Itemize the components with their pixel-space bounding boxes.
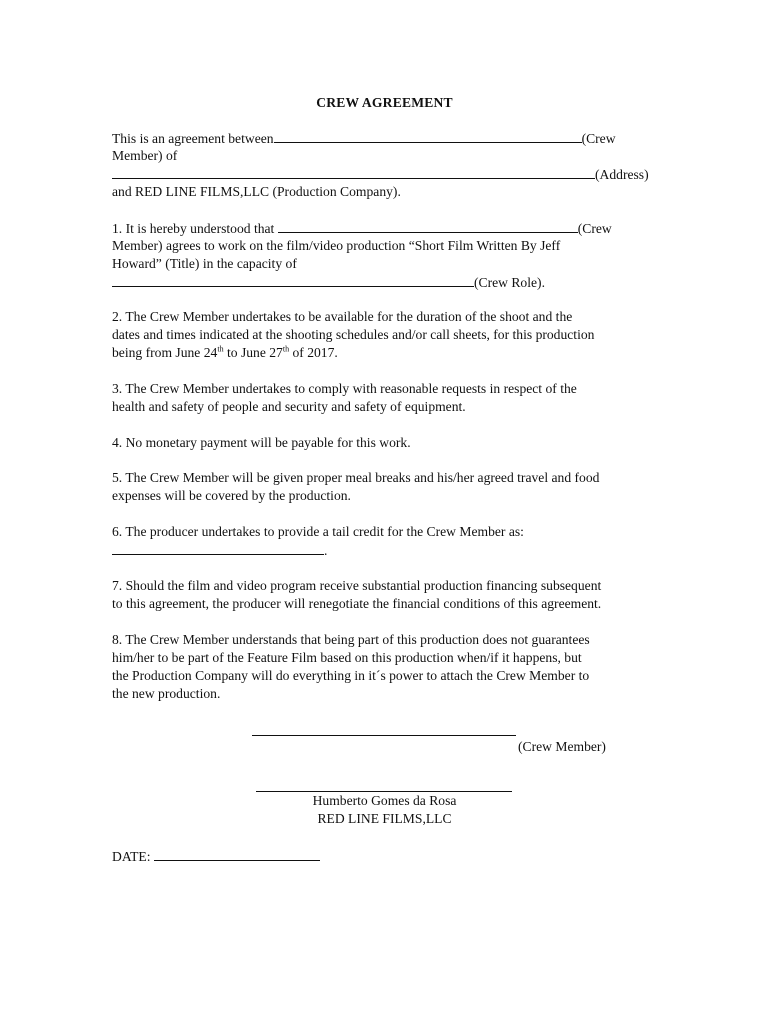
clause8-line4: the new production. — [112, 686, 221, 701]
intro-line1-suffix: (Crew — [581, 131, 616, 146]
clause-2 — [112, 308, 657, 362]
clause5-line1: 5. The Crew Member will be given proper meal breaks and his/her agreed travel and food — [112, 470, 600, 485]
producer-name: Humberto Gomes da Rosa — [312, 793, 457, 808]
intro-line4: and RED LINE FILMS,LLC (Production Company). — [112, 184, 401, 199]
tail-credit-blank[interactable] — [112, 541, 324, 555]
clause-7 — [112, 577, 657, 613]
clause5-line2: expenses will be covered by the production. — [112, 488, 351, 503]
document-title: CREW AGREEMENT — [316, 95, 453, 110]
intro-line2: Member) of — [112, 148, 178, 163]
intro-line3-suffix: (Address) — [595, 167, 649, 182]
clause-5 — [112, 469, 657, 505]
clause4-line1: 4. No monetary payment will be payable for this work. — [112, 435, 411, 450]
crew-role-blank[interactable] — [112, 273, 474, 287]
clause1-line3: Howard” (Title) in the capacity of — [112, 256, 297, 271]
date-row — [112, 847, 657, 865]
clause2-line1: 2. The Crew Member undertakes to be available for the duration of the shoot and the — [112, 309, 573, 324]
crew-member-label: (Crew Member) — [518, 739, 606, 754]
producer-company: RED LINE FILMS,LLC — [317, 811, 452, 826]
address-blank[interactable] — [112, 165, 595, 179]
clause6-line1: 6. The producer undertakes to provide a tail credit for the Crew Member as: — [112, 524, 524, 539]
clause8-line3: the Production Company will do everything in it´s power to attach the Crew Member to — [112, 668, 590, 683]
clause8-line2: him/her to be part of the Feature Film based on this production when/if it happens, but — [112, 650, 582, 665]
intro-line1-prefix: This is an agreement between — [112, 131, 274, 146]
clause1-line2: Member) agrees to work on the film/video production “Short Film Written By Jeff — [112, 238, 561, 253]
clause1-line1-suffix: (Crew — [577, 221, 612, 236]
crew-name-blank[interactable] — [274, 129, 582, 143]
clause-6 — [112, 523, 657, 559]
clause7-line2: to this agreement, the producer will renegotiate the financial conditions of this agreement. — [112, 596, 602, 611]
clause2-line2: dates and times indicated at the shooting schedules and/or call sheets, for this production — [112, 327, 595, 342]
clause7-line1: 7. Should the film and video program receive substantial production financing subsequent — [112, 578, 602, 593]
clause-4 — [112, 434, 657, 452]
clause-3 — [112, 380, 657, 416]
clause1-line4-suffix: (Crew Role). — [474, 275, 545, 290]
date-label: DATE: — [112, 849, 154, 864]
clause6-line2-suffix: . — [324, 543, 328, 558]
clause3-line2: health and safety of people and security and safety of equipment. — [112, 399, 466, 414]
clause2-line3: being from June 24th to June 27th of 2017. — [112, 344, 338, 360]
clause1-line1-prefix: 1. It is hereby understood that — [112, 221, 278, 236]
crew-member-blank[interactable] — [278, 219, 578, 233]
intro-paragraph — [112, 129, 657, 201]
clause-1 — [112, 219, 657, 291]
clause8-line1: 8. The Crew Member understands that being part of this production does not guarantees — [112, 632, 590, 647]
clause-8 — [112, 631, 657, 703]
clause3-line1: 3. The Crew Member undertakes to comply with reasonable requests in respect of the — [112, 381, 577, 396]
crew-signature-line[interactable] — [252, 735, 516, 736]
date-blank[interactable] — [154, 847, 320, 861]
